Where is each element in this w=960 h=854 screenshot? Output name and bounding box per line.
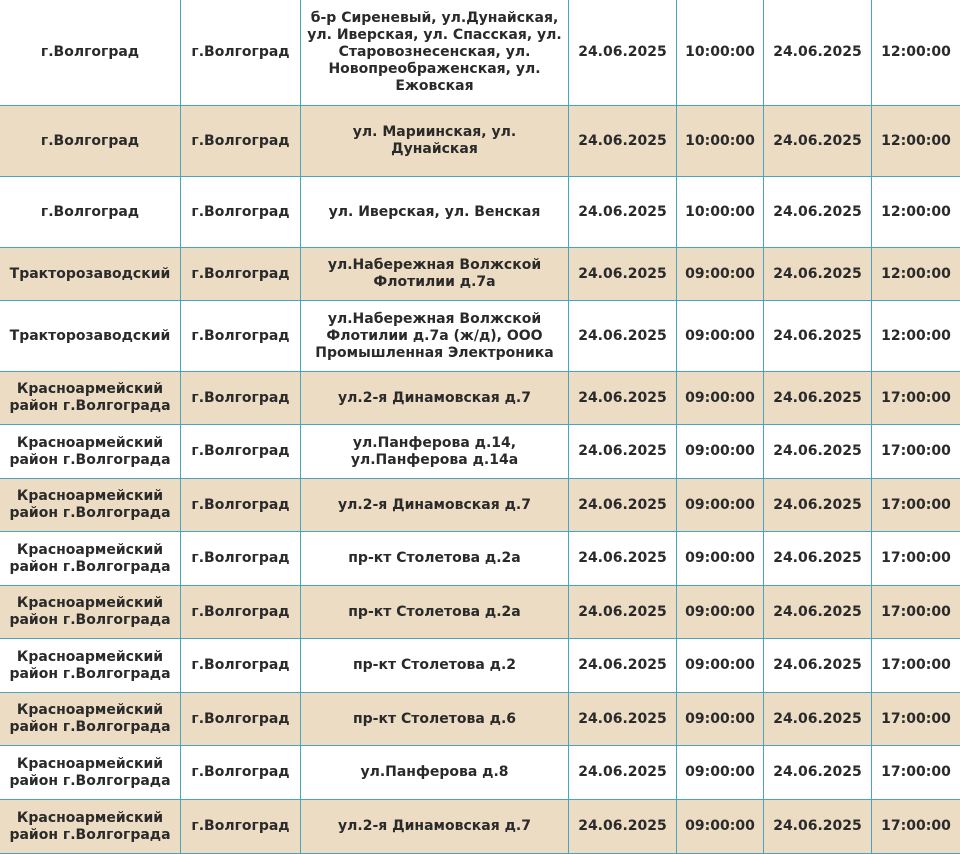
cell-city: г.Волгоград (181, 746, 301, 800)
cell-city: г.Волгоград (181, 693, 301, 746)
cell-district: Красноармейский район г.Волгограда (0, 479, 181, 532)
cell-address: ул.Панферова д.8 (301, 746, 569, 800)
cell-address: пр-кт Столетова д.2 (301, 639, 569, 693)
table-row (0, 586, 960, 639)
cell-start-date: 24.06.2025 (569, 106, 677, 177)
cell-end-time: 12:00:00 (872, 177, 960, 248)
cell-end-time: 17:00:00 (872, 586, 960, 639)
cell-address: ул.2-я Динамовская д.7 (301, 372, 569, 425)
cell-district: Красноармейский район г.Волгограда (0, 372, 181, 425)
cell-district: Тракторозаводский (0, 248, 181, 301)
cell-end-date: 24.06.2025 (764, 639, 872, 693)
cell-start-date: 24.06.2025 (569, 301, 677, 372)
cell-district: Красноармейский район г.Волгограда (0, 586, 181, 639)
table-row (0, 639, 960, 693)
cell-address: ул. Мариинская, ул. Дунайская (301, 106, 569, 177)
cell-end-date: 24.06.2025 (764, 746, 872, 800)
cell-end-date: 24.06.2025 (764, 532, 872, 586)
cell-city: г.Волгоград (181, 248, 301, 301)
cell-address: ул.2-я Динамовская д.7 (301, 800, 569, 854)
cell-start-time: 09:00:00 (677, 425, 764, 479)
cell-city: г.Волгоград (181, 586, 301, 639)
cell-start-time: 09:00:00 (677, 479, 764, 532)
cell-end-date: 24.06.2025 (764, 372, 872, 425)
cell-start-time: 10:00:00 (677, 106, 764, 177)
cell-start-date: 24.06.2025 (569, 693, 677, 746)
cell-end-date: 24.06.2025 (764, 425, 872, 479)
cell-district: Красноармейский район г.Волгограда (0, 693, 181, 746)
cell-end-time: 17:00:00 (872, 425, 960, 479)
cell-city: г.Волгоград (181, 425, 301, 479)
cell-district: Красноармейский район г.Волгограда (0, 746, 181, 800)
cell-start-time: 09:00:00 (677, 248, 764, 301)
cell-end-date: 24.06.2025 (764, 248, 872, 301)
cell-start-date: 24.06.2025 (569, 586, 677, 639)
cell-end-date: 24.06.2025 (764, 177, 872, 248)
cell-start-time: 09:00:00 (677, 639, 764, 693)
cell-city: г.Волгоград (181, 479, 301, 532)
cell-address: пр-кт Столетова д.6 (301, 693, 569, 746)
cell-district: г.Волгоград (0, 0, 181, 106)
cell-start-time: 10:00:00 (677, 0, 764, 106)
cell-end-time: 12:00:00 (872, 301, 960, 372)
cell-start-date: 24.06.2025 (569, 639, 677, 693)
cell-start-time: 09:00:00 (677, 693, 764, 746)
cell-end-time: 17:00:00 (872, 693, 960, 746)
cell-city: г.Волгоград (181, 800, 301, 854)
cell-start-time: 10:00:00 (677, 177, 764, 248)
cell-city: г.Волгоград (181, 301, 301, 372)
cell-city: г.Волгоград (181, 639, 301, 693)
cell-end-time: 17:00:00 (872, 479, 960, 532)
cell-start-time: 09:00:00 (677, 746, 764, 800)
cell-start-time: 09:00:00 (677, 532, 764, 586)
table-row (0, 248, 960, 301)
cell-start-date: 24.06.2025 (569, 800, 677, 854)
cell-address: ул.2-я Динамовская д.7 (301, 479, 569, 532)
cell-address: ул. Иверская, ул. Венская (301, 177, 569, 248)
table-row (0, 693, 960, 746)
table-row (0, 746, 960, 800)
cell-address: ул.Набережная Волжской Флотилии д.7а (301, 248, 569, 301)
cell-city: г.Волгоград (181, 372, 301, 425)
cell-end-date: 24.06.2025 (764, 693, 872, 746)
cell-address: пр-кт Столетова д.2а (301, 532, 569, 586)
cell-address: б-р Сиреневый, ул.Дунайская, ул. Иверская, ул. Спасская, ул. Старовознесенская, ул. Новопреображенская, ул. Ежовская (301, 0, 569, 106)
cell-start-time: 09:00:00 (677, 372, 764, 425)
cell-city: г.Волгоград (181, 177, 301, 248)
cell-end-time: 17:00:00 (872, 639, 960, 693)
cell-end-date: 24.06.2025 (764, 0, 872, 106)
cell-city: г.Волгоград (181, 106, 301, 177)
cell-start-date: 24.06.2025 (569, 177, 677, 248)
table-row (0, 0, 960, 106)
cell-start-date: 24.06.2025 (569, 532, 677, 586)
table-row (0, 301, 960, 372)
cell-end-time: 12:00:00 (872, 0, 960, 106)
table-row (0, 106, 960, 177)
cell-end-time: 17:00:00 (872, 372, 960, 425)
cell-start-time: 09:00:00 (677, 800, 764, 854)
cell-start-date: 24.06.2025 (569, 479, 677, 532)
cell-end-date: 24.06.2025 (764, 800, 872, 854)
cell-city: г.Волгоград (181, 0, 301, 106)
cell-district: г.Волгоград (0, 177, 181, 248)
cell-end-date: 24.06.2025 (764, 479, 872, 532)
cell-end-time: 17:00:00 (872, 532, 960, 586)
cell-address: ул.Набережная Волжской Флотилии д.7а (ж/д), ООО Промышленная Электроника (301, 301, 569, 372)
table-row (0, 800, 960, 854)
cell-end-time: 12:00:00 (872, 106, 960, 177)
cell-district: Красноармейский район г.Волгограда (0, 800, 181, 854)
table-row (0, 532, 960, 586)
cell-end-date: 24.06.2025 (764, 106, 872, 177)
cell-start-date: 24.06.2025 (569, 372, 677, 425)
cell-end-date: 24.06.2025 (764, 301, 872, 372)
table-row (0, 425, 960, 479)
table-row (0, 372, 960, 425)
cell-address: ул.Панферова д.14, ул.Панферова д.14а (301, 425, 569, 479)
cell-district: Красноармейский район г.Волгограда (0, 639, 181, 693)
table-row (0, 479, 960, 532)
cell-address: пр-кт Столетова д.2а (301, 586, 569, 639)
cell-end-time: 12:00:00 (872, 248, 960, 301)
cell-end-date: 24.06.2025 (764, 586, 872, 639)
cell-start-date: 24.06.2025 (569, 0, 677, 106)
cell-start-date: 24.06.2025 (569, 746, 677, 800)
cell-district: Тракторозаводский (0, 301, 181, 372)
cell-start-time: 09:00:00 (677, 301, 764, 372)
cell-end-time: 17:00:00 (872, 746, 960, 800)
cell-district: Красноармейский район г.Волгограда (0, 532, 181, 586)
cell-start-date: 24.06.2025 (569, 248, 677, 301)
cell-city: г.Волгоград (181, 532, 301, 586)
cell-end-time: 17:00:00 (872, 800, 960, 854)
table-row (0, 177, 960, 248)
cell-district: Красноармейский район г.Волгограда (0, 425, 181, 479)
cell-start-date: 24.06.2025 (569, 425, 677, 479)
cell-district: г.Волгоград (0, 106, 181, 177)
cell-start-time: 09:00:00 (677, 586, 764, 639)
